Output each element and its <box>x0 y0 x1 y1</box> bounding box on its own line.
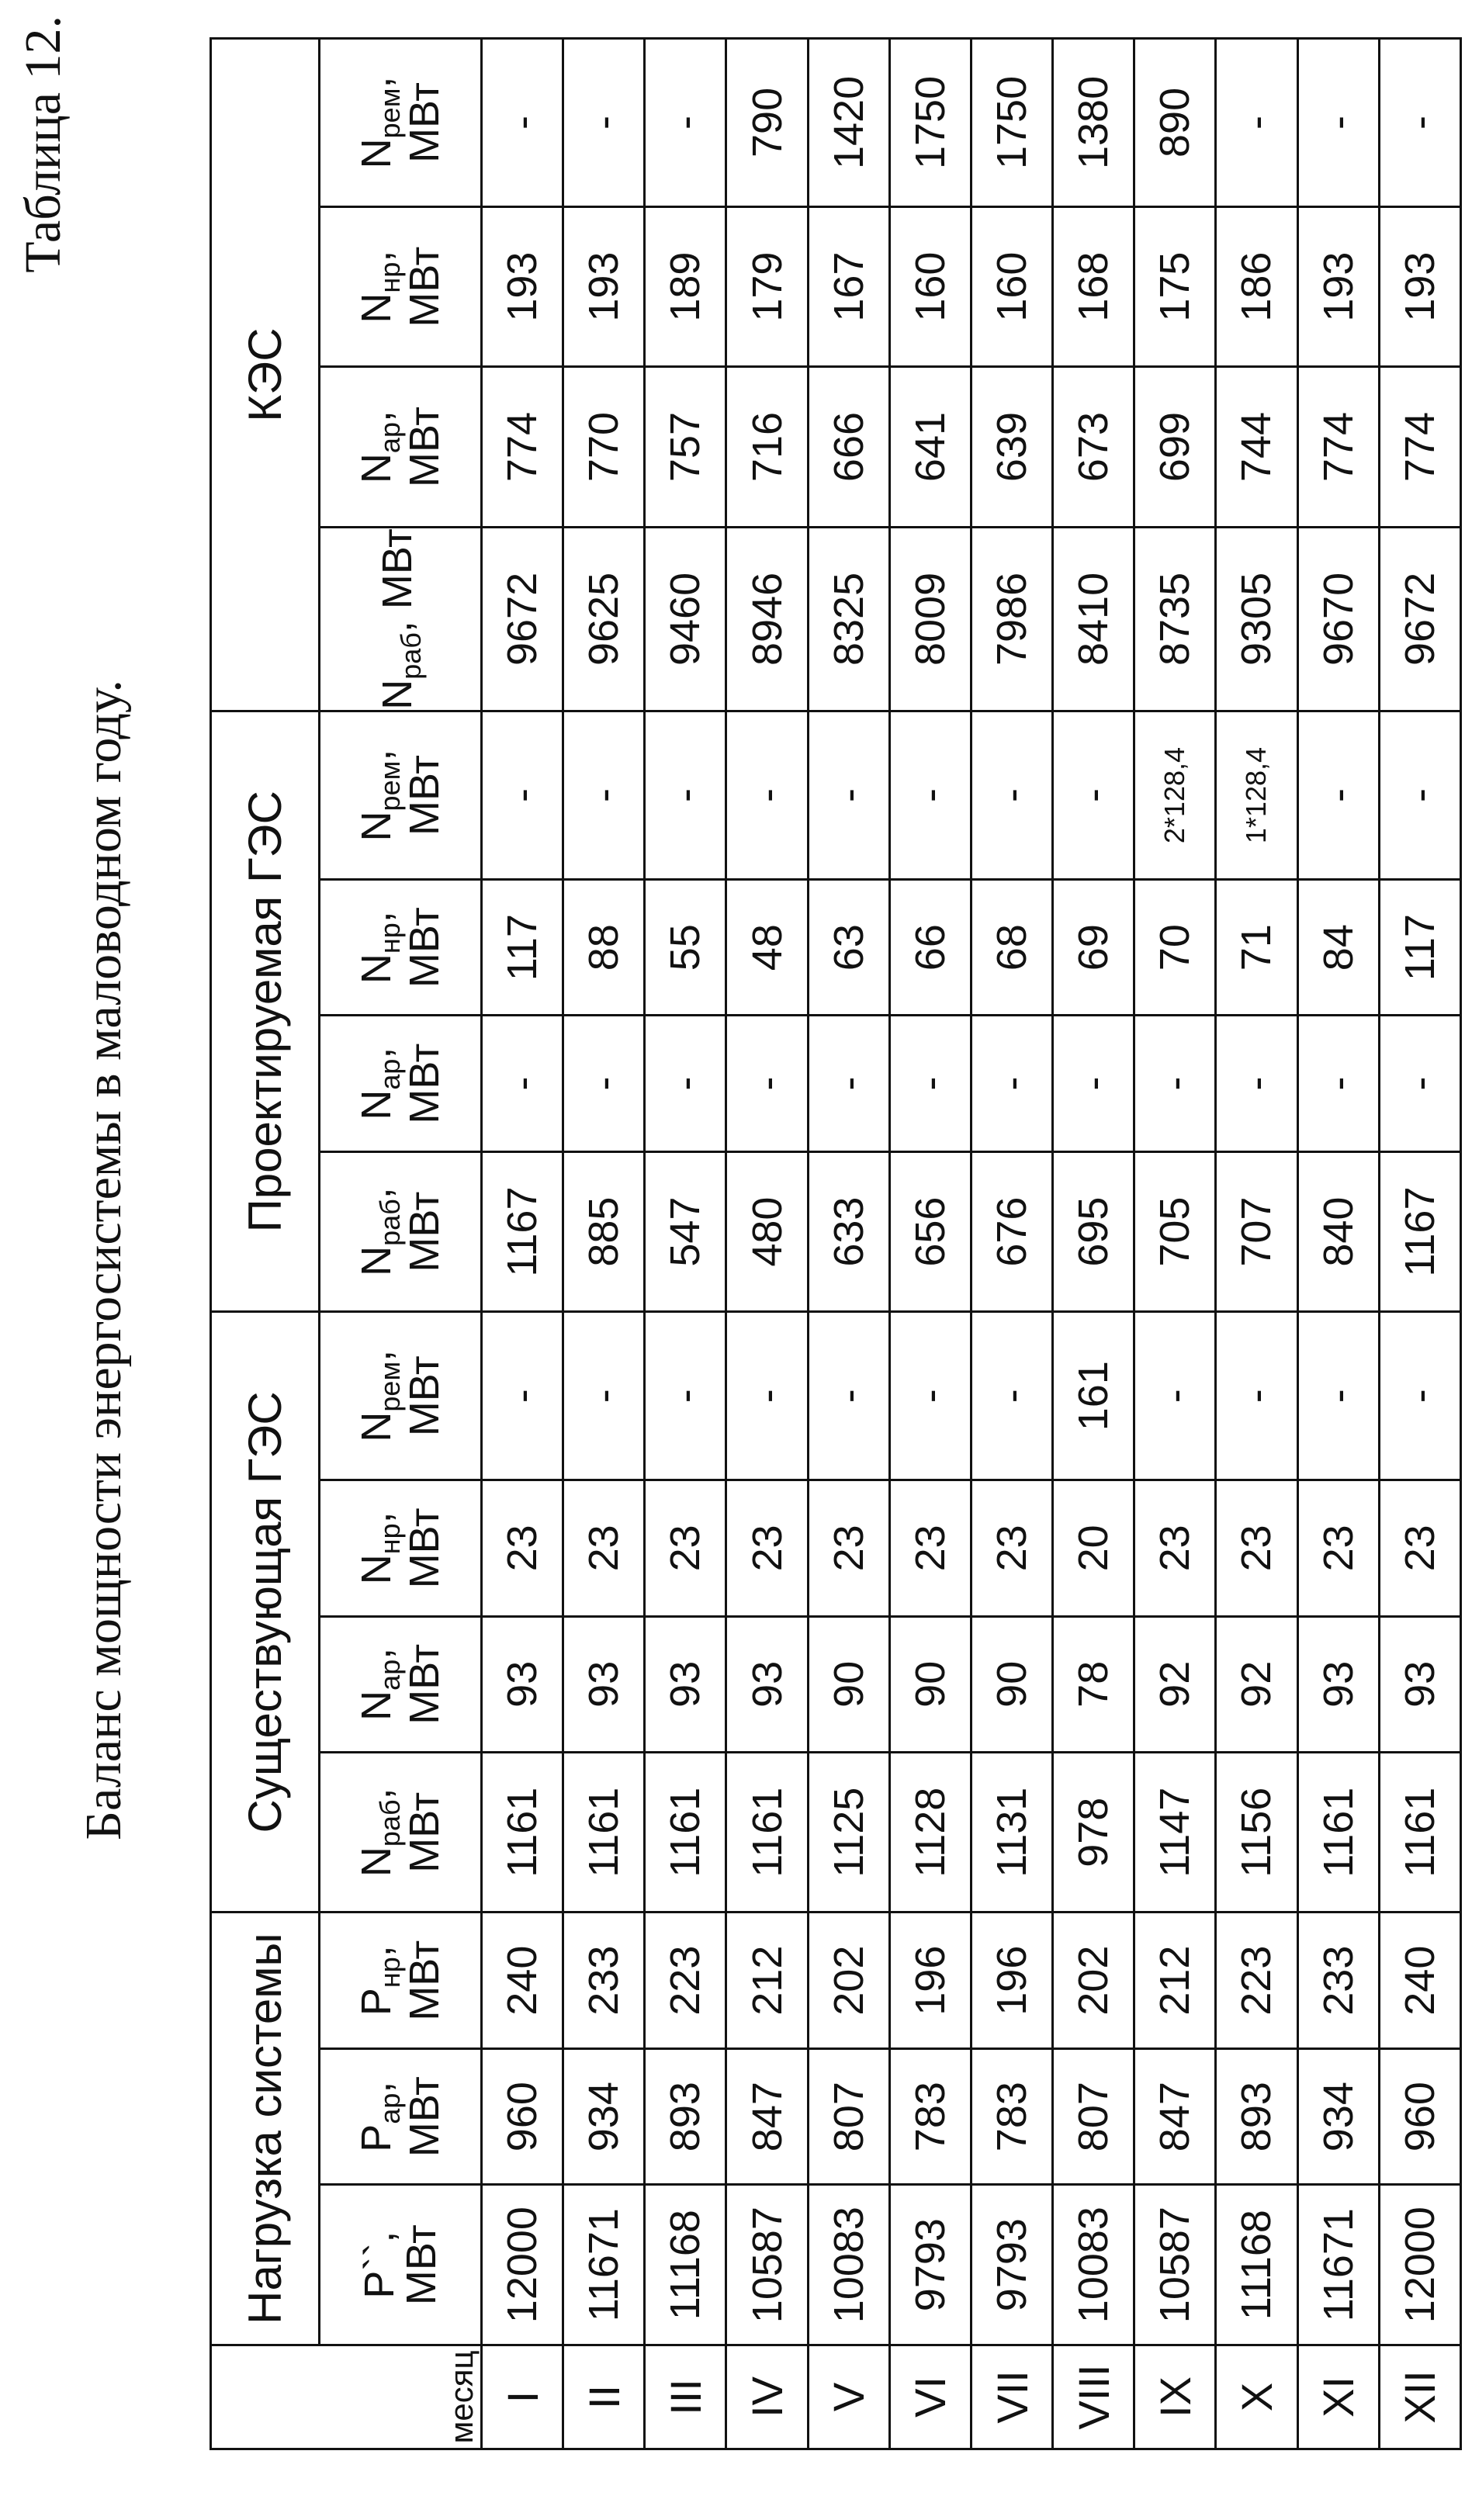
value-cell: 885 <box>563 1151 645 1311</box>
value-cell: 774 <box>1297 367 1379 527</box>
value-cell: - <box>482 711 563 880</box>
table-row <box>482 39 563 2449</box>
table-row <box>1134 39 1216 2449</box>
value-cell: 186 <box>1216 206 1297 366</box>
value-cell: - <box>726 711 808 880</box>
value-cell: 11671 <box>563 2185 645 2345</box>
column-header-unit: , МВт <box>352 1043 449 1124</box>
column-header <box>320 206 482 366</box>
column-header-symbol: N <box>352 1411 400 1442</box>
value-cell: 55 <box>645 879 726 1015</box>
value-cell: 1161 <box>645 1753 726 1912</box>
column-header <box>320 1480 482 1616</box>
value-cell: - <box>1216 1016 1297 1151</box>
value-cell: 10587 <box>1134 2185 1216 2345</box>
column-header <box>320 39 482 207</box>
column-header-unit: , МВт <box>352 76 449 163</box>
table-row <box>1379 39 1460 2449</box>
value-cell: 223 <box>1216 1912 1297 2048</box>
column-header-unit: , МВт <box>352 1187 449 1272</box>
column-header-symbol: N <box>373 679 421 710</box>
month-cell: VIII <box>1053 2345 1134 2449</box>
column-header-unit: , МВт <box>352 1349 449 1437</box>
value-cell: 1380 <box>1053 39 1134 207</box>
table-row <box>808 39 889 2449</box>
value-cell: 223 <box>645 1912 726 2048</box>
column-header-symbol: P <box>352 1988 400 2016</box>
value-cell: 11671 <box>1297 2185 1379 2345</box>
value-cell: - <box>1297 711 1379 880</box>
value-cell: - <box>1297 1016 1379 1151</box>
value-cell: 212 <box>726 1912 808 2048</box>
column-header-subscript: ар <box>373 2092 406 2124</box>
value-cell: 193 <box>563 206 645 366</box>
value-cell: 23 <box>563 1480 645 1616</box>
column-header-symbol: N <box>352 1847 400 1878</box>
value-cell: 23 <box>1297 1480 1379 1616</box>
column-header-unit: , МВт <box>352 2076 449 2158</box>
value-cell: 12000 <box>1379 2185 1460 2345</box>
value-cell: 480 <box>726 1151 808 1311</box>
value-cell: 960 <box>482 2048 563 2184</box>
value-cell: 774 <box>482 367 563 527</box>
value-cell: 233 <box>563 1912 645 2048</box>
table-title: Баланс мощности энергосистемы в маловодном году. <box>75 680 132 1840</box>
value-cell: 1167 <box>1379 1151 1460 1311</box>
value-cell: 193 <box>482 206 563 366</box>
value-cell: 48 <box>726 879 808 1015</box>
value-cell: 88 <box>563 879 645 1015</box>
value-cell: - <box>808 1312 889 1480</box>
table-row <box>1053 39 1134 2449</box>
value-cell: 90 <box>971 1616 1052 1752</box>
value-cell: 840 <box>1297 1151 1379 1311</box>
value-cell: 770 <box>563 367 645 527</box>
value-cell: 1147 <box>1134 1753 1216 1912</box>
value-cell: 1420 <box>808 39 889 207</box>
value-cell: 90 <box>889 1616 971 1752</box>
value-cell: - <box>1134 1312 1216 1480</box>
power-balance-table <box>210 37 1462 2450</box>
value-cell: - <box>482 1016 563 1151</box>
value-cell: 212 <box>1134 1912 1216 2048</box>
month-cell: V <box>808 2345 889 2449</box>
column-header-unit: , МВт <box>352 246 449 327</box>
column-header-subscript: рем <box>373 1361 406 1412</box>
value-cell: 1156 <box>1216 1753 1297 1912</box>
value-cell: - <box>1379 711 1460 880</box>
column-header <box>320 367 482 527</box>
value-cell: 1128 <box>889 1753 971 1912</box>
value-cell: 70 <box>1134 879 1216 1015</box>
value-cell: - <box>1134 1016 1216 1151</box>
value-cell: 161 <box>1053 1312 1134 1480</box>
column-header-subscript: ар <box>373 422 406 454</box>
column-header <box>320 2048 482 2184</box>
month-header: месяц <box>211 2345 482 2449</box>
value-cell: 23 <box>1216 1480 1297 1616</box>
column-header-symbol: P <box>352 2124 400 2152</box>
value-cell: 890 <box>1134 39 1216 207</box>
column-header-symbol: N <box>352 954 400 985</box>
value-cell: - <box>889 1312 971 1480</box>
value-cell: 978 <box>1053 1753 1134 1912</box>
column-header-subscript: нр <box>373 261 406 293</box>
value-cell: 1161 <box>563 1753 645 1912</box>
value-cell: 8735 <box>1134 527 1216 711</box>
value-cell: 744 <box>1216 367 1297 527</box>
value-cell: 12000 <box>482 2185 563 2345</box>
group-header-load: Нагрузка системы <box>211 1912 320 2345</box>
value-cell: 707 <box>1216 1151 1297 1311</box>
table-row <box>563 39 645 2449</box>
value-cell: 23 <box>889 1480 971 1616</box>
column-header-unit: , МВт <box>356 2224 445 2306</box>
value-cell: 63 <box>808 879 889 1015</box>
value-cell: 1125 <box>808 1753 889 1912</box>
group-header-existing-hpp: Существующая ГЭС <box>211 1312 320 1912</box>
group-header-kes: КЭС <box>211 39 320 711</box>
table-row <box>1216 39 1297 2449</box>
table-row <box>889 39 971 2449</box>
value-cell: 1167 <box>482 1151 563 1311</box>
value-cell: 666 <box>808 367 889 527</box>
column-header-symbol: N <box>352 1089 400 1120</box>
value-cell: 9672 <box>482 527 563 711</box>
value-cell: 11168 <box>645 2185 726 2345</box>
value-cell: - <box>563 711 645 880</box>
value-cell: 676 <box>971 1151 1052 1311</box>
value-cell: 78 <box>1053 1616 1134 1752</box>
column-header-symbol: P`` <box>356 2242 403 2299</box>
value-cell: 960 <box>1379 2048 1460 2184</box>
value-cell: 934 <box>1297 2048 1379 2184</box>
value-cell: 93 <box>1379 1616 1460 1752</box>
table-body <box>482 39 1461 2449</box>
value-cell: 179 <box>726 206 808 366</box>
value-cell: - <box>1297 1312 1379 1480</box>
value-cell: 167 <box>808 206 889 366</box>
value-cell: - <box>645 1312 726 1480</box>
value-cell: 807 <box>808 2048 889 2184</box>
value-cell: 160 <box>889 206 971 366</box>
value-cell: - <box>726 1312 808 1480</box>
column-header <box>320 1616 482 1752</box>
value-cell: 1161 <box>482 1753 563 1912</box>
value-cell: 93 <box>726 1616 808 1752</box>
column-header-unit: , МВт <box>352 749 449 836</box>
column-header-symbol: N <box>352 1245 400 1276</box>
month-cell: IV <box>726 2345 808 2449</box>
column-header-subscript: ар <box>373 1659 406 1691</box>
column-header-unit: , МВт <box>352 1643 449 1725</box>
value-cell: 23 <box>971 1480 1052 1616</box>
value-cell: 68 <box>971 879 1052 1015</box>
column-header <box>320 1753 482 1912</box>
value-cell: 547 <box>645 1151 726 1311</box>
value-cell: 193 <box>1379 206 1460 366</box>
column-header-symbol: N <box>352 453 400 484</box>
column-header <box>320 527 482 711</box>
value-cell: - <box>889 711 971 880</box>
month-cell: III <box>645 2345 726 2449</box>
month-cell: X <box>1216 2345 1297 2449</box>
month-cell: II <box>563 2345 645 2449</box>
column-header-subscript: ар <box>373 1058 406 1090</box>
column-header-unit: , МВт <box>373 528 421 633</box>
value-cell: 10083 <box>808 2185 889 2345</box>
value-cell: 23 <box>808 1480 889 1616</box>
group-header-row <box>211 39 320 2449</box>
column-header-unit: , МВт <box>352 1940 449 2021</box>
value-cell: 1750 <box>971 39 1052 207</box>
month-cell: VII <box>971 2345 1052 2449</box>
table-number: Таблица 12. <box>15 16 71 273</box>
value-cell: 189 <box>645 206 726 366</box>
value-cell: 1750 <box>889 39 971 207</box>
value-cell: 93 <box>482 1616 563 1752</box>
value-cell: 193 <box>1297 206 1379 366</box>
column-header-symbol: N <box>352 811 400 842</box>
value-cell: 23 <box>482 1480 563 1616</box>
column-header <box>320 711 482 880</box>
value-cell: 9793 <box>971 2185 1052 2345</box>
column-header <box>320 1151 482 1311</box>
value-cell: 10083 <box>1053 2185 1134 2345</box>
column-header-unit: , МВт <box>352 1788 449 1873</box>
column-header-subscript: раб <box>373 1199 406 1246</box>
value-cell: 807 <box>1053 2048 1134 2184</box>
value-cell: 9305 <box>1216 527 1297 711</box>
value-cell: - <box>645 711 726 880</box>
value-cell: 202 <box>808 1912 889 2048</box>
value-cell: 240 <box>482 1912 563 2048</box>
value-cell: 695 <box>1053 1151 1134 1311</box>
value-cell: 633 <box>808 1151 889 1311</box>
value-cell: 656 <box>889 1151 971 1311</box>
value-cell: 790 <box>726 39 808 207</box>
column-header-symbol: N <box>352 1690 400 1721</box>
value-cell: - <box>1216 39 1297 207</box>
value-cell: 117 <box>1379 879 1460 1015</box>
column-header-subscript: раб <box>394 632 427 680</box>
month-cell: IX <box>1134 2345 1216 2449</box>
column-header-unit: , МВт <box>352 1508 449 1589</box>
value-cell: 71 <box>1216 879 1297 1015</box>
value-cell: 2*128,4 <box>1134 711 1216 880</box>
value-cell: - <box>645 1016 726 1151</box>
value-cell: 20 <box>1053 1480 1134 1616</box>
value-cell: 9460 <box>645 527 726 711</box>
value-cell: 23 <box>645 1480 726 1616</box>
column-header <box>320 1016 482 1151</box>
value-cell: - <box>808 1016 889 1151</box>
value-cell: 639 <box>971 367 1052 527</box>
value-cell: 9625 <box>563 527 645 711</box>
column-header <box>320 2185 482 2345</box>
value-cell: 1161 <box>726 1753 808 1912</box>
value-cell: 705 <box>1134 1151 1216 1311</box>
column-header-row <box>320 39 482 2449</box>
value-cell: - <box>1216 1312 1297 1480</box>
table-row <box>971 39 1052 2449</box>
value-cell: - <box>1379 1312 1460 1480</box>
value-cell: - <box>563 1016 645 1151</box>
value-cell: 9793 <box>889 2185 971 2345</box>
value-cell: 757 <box>645 367 726 527</box>
column-header-subscript: нр <box>373 922 406 954</box>
value-cell: 240 <box>1379 1912 1460 2048</box>
value-cell: 847 <box>1134 2048 1216 2184</box>
table-row <box>1297 39 1379 2449</box>
column-header <box>320 1312 482 1480</box>
value-cell: 1161 <box>1379 1753 1460 1912</box>
group-header-projected-hpp: Проектируемая ГЭС <box>211 711 320 1312</box>
value-cell: 8009 <box>889 527 971 711</box>
value-cell: 23 <box>726 1480 808 1616</box>
column-header-unit: , МВт <box>352 407 449 488</box>
value-cell: - <box>889 1016 971 1151</box>
value-cell: 716 <box>726 367 808 527</box>
value-cell: 774 <box>1379 367 1460 527</box>
value-cell: 66 <box>889 879 971 1015</box>
column-header-subscript: рем <box>373 88 406 139</box>
month-cell: VI <box>889 2345 971 2449</box>
value-cell: 160 <box>971 206 1052 366</box>
value-cell: 23 <box>1379 1480 1460 1616</box>
value-cell: 9670 <box>1297 527 1379 711</box>
month-cell: XII <box>1379 2345 1460 2449</box>
value-cell: 8410 <box>1053 527 1134 711</box>
value-cell: - <box>482 1312 563 1480</box>
value-cell: 7986 <box>971 527 1052 711</box>
value-cell: - <box>808 711 889 880</box>
month-cell: XI <box>1297 2345 1379 2449</box>
value-cell: - <box>971 711 1052 880</box>
value-cell: 673 <box>1053 367 1134 527</box>
column-header-symbol: N <box>352 138 400 169</box>
value-cell: 168 <box>1053 206 1134 366</box>
column-header-subscript: нр <box>373 1957 406 1989</box>
value-cell: 934 <box>563 2048 645 2184</box>
value-cell: 117 <box>482 879 563 1015</box>
value-cell: 783 <box>889 2048 971 2184</box>
value-cell: 93 <box>563 1616 645 1752</box>
value-cell: 1*128,4 <box>1216 711 1297 880</box>
value-cell: 641 <box>889 367 971 527</box>
value-cell: - <box>971 1016 1052 1151</box>
table-row <box>645 39 726 2449</box>
value-cell: 893 <box>1216 2048 1297 2184</box>
value-cell: - <box>971 1312 1052 1480</box>
value-cell: 9672 <box>1379 527 1460 711</box>
value-cell: - <box>645 39 726 207</box>
value-cell: - <box>563 39 645 207</box>
value-cell: 202 <box>1053 1912 1134 2048</box>
value-cell: - <box>1053 711 1134 880</box>
value-cell: 783 <box>971 2048 1052 2184</box>
value-cell: 10587 <box>726 2185 808 2345</box>
column-header <box>320 1912 482 2048</box>
value-cell: 1161 <box>1297 1753 1379 1912</box>
value-cell: 84 <box>1297 879 1379 1015</box>
value-cell: - <box>482 39 563 207</box>
column-header <box>320 879 482 1015</box>
value-cell: - <box>1297 39 1379 207</box>
value-cell: 90 <box>808 1616 889 1752</box>
column-header-subscript: рем <box>373 760 406 812</box>
value-cell: 847 <box>726 2048 808 2184</box>
value-cell: 175 <box>1134 206 1216 366</box>
value-cell: 893 <box>645 2048 726 2184</box>
value-cell: 196 <box>971 1912 1052 2048</box>
value-cell: 233 <box>1297 1912 1379 2048</box>
column-header-unit: , МВт <box>352 907 449 988</box>
value-cell: - <box>1379 1016 1460 1151</box>
value-cell: - <box>1379 39 1460 207</box>
column-header-subscript: нр <box>373 1523 406 1555</box>
value-cell: 93 <box>645 1616 726 1752</box>
value-cell: 196 <box>889 1912 971 2048</box>
value-cell: - <box>1053 1016 1134 1151</box>
value-cell: 92 <box>1216 1616 1297 1752</box>
value-cell: 8946 <box>726 527 808 711</box>
value-cell: 93 <box>1297 1616 1379 1752</box>
month-cell: I <box>482 2345 563 2449</box>
value-cell: 92 <box>1134 1616 1216 1752</box>
value-cell: 69 <box>1053 879 1134 1015</box>
value-cell: 8325 <box>808 527 889 711</box>
table-row <box>726 39 808 2449</box>
value-cell: 699 <box>1134 367 1216 527</box>
value-cell: 11168 <box>1216 2185 1297 2345</box>
value-cell: - <box>563 1312 645 1480</box>
column-header-symbol: N <box>352 1554 400 1585</box>
value-cell: - <box>726 1016 808 1151</box>
column-header-subscript: раб <box>373 1799 406 1847</box>
column-header-symbol: N <box>352 292 400 324</box>
value-cell: 1131 <box>971 1753 1052 1912</box>
value-cell: 23 <box>1134 1480 1216 1616</box>
